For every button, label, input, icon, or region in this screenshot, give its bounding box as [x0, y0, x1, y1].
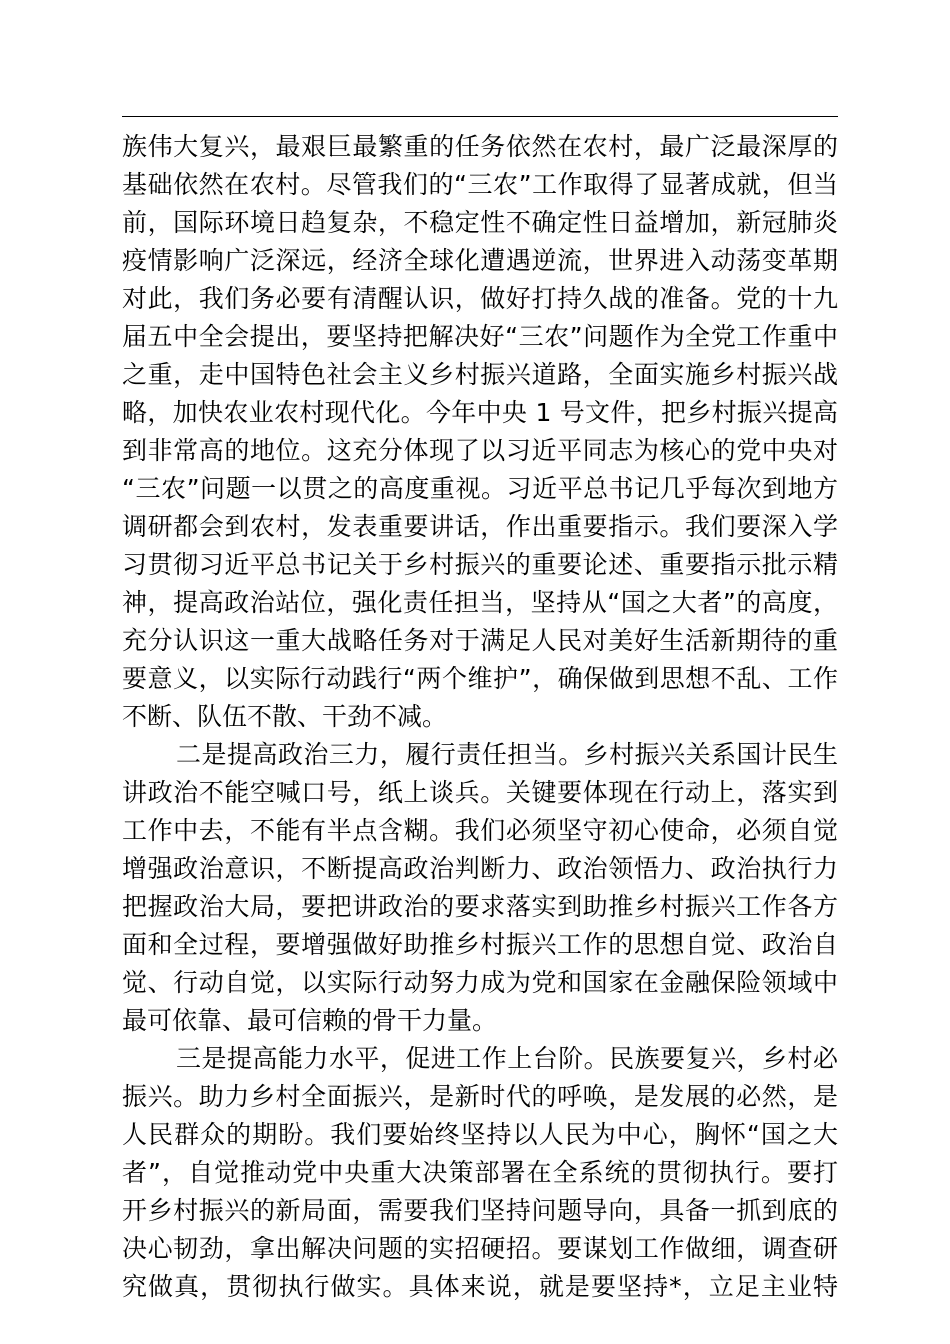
text-line: 人民群众的期盼。我们要始终坚持以人民为中心，胸怀“国之大 — [122, 1120, 838, 1149]
text-line: 略，加快农业农村现代化。今年中央 1 号文件，把乡村振兴提高 — [122, 398, 838, 427]
text-line: 增强政治意识，不断提高政治判断力、政治领悟力、政治执行力 — [122, 854, 838, 883]
paragraph-start-line: 二是提高政治三力，履行责任担当。乡村振兴关系国计民生 — [176, 740, 838, 769]
text-line: 面和全过程，要增强做好助推乡村振兴工作的思想自觉、政治自 — [122, 930, 838, 959]
header-rule — [122, 116, 838, 117]
text-line: 决心韧劲，拿出解决问题的实招硬招。要谋划工作做细，调查研 — [122, 1234, 838, 1263]
text-line: 把握政治大局，要把讲政治的要求落实到助推乡村振兴工作各方 — [122, 892, 838, 921]
text-line: 族伟大复兴，最艰巨最繁重的任务依然在农村，最广泛最深厚的 — [122, 132, 838, 161]
text-line: 者”，自觉推动党中央重大决策部署在全系统的贯彻执行。要打 — [122, 1158, 838, 1187]
text-line: 充分认识这一重大战略任务对于满足人民对美好生活新期待的重 — [122, 626, 838, 655]
text-line: 疫情影响广泛深远，经济全球化遭遇逆流，世界进入动荡变革期 — [122, 246, 838, 275]
text-line: 基础依然在农村。尽管我们的“三农”工作取得了显著成就，但当 — [122, 170, 838, 199]
paragraph-start-line: 三是提高能力水平，促进工作上台阶。民族要复兴，乡村必 — [176, 1044, 838, 1073]
text-line: 之重，走中国特色社会主义乡村振兴道路，全面实施乡村振兴战 — [122, 360, 838, 389]
text-line: 届五中全会提出，要坚持把解决好“三农”问题作为全党工作重中 — [122, 322, 838, 351]
text-line: 觉、行动自觉，以实际行动努力成为党和国家在金融保险领域中 — [122, 968, 838, 997]
text-line: 工作中去，不能有半点含糊。我们必须坚守初心使命，必须自觉 — [122, 816, 838, 845]
text-line: 到非常高的地位。这充分体现了以习近平同志为核心的党中央对 — [122, 436, 838, 465]
text-line: 讲政治不能空喊口号，纸上谈兵。关键要体现在行动上，落实到 — [122, 778, 838, 807]
text-line: 神，提高政治站位，强化责任担当，坚持从“国之大者”的高度， — [122, 588, 838, 617]
text-line: 习贯彻习近平总书记关于乡村振兴的重要论述、重要指示批示精 — [122, 550, 838, 579]
text-line: 振兴。助力乡村全面振兴，是新时代的呼唤，是发展的必然，是 — [122, 1082, 838, 1111]
text-line: 调研都会到农村，发表重要讲话，作出重要指示。我们要深入学 — [122, 512, 838, 541]
text-line: 开乡村振兴的新局面，需要我们坚持问题导向，具备一抓到底的 — [122, 1196, 838, 1225]
text-line: “三农”问题一以贯之的高度重视。习近平总书记几乎每次到地方 — [122, 474, 838, 503]
paragraph-end-line: 最可依靠、最可信赖的骨干力量。 — [122, 1006, 498, 1035]
paragraph-end-line: 不断、队伍不散、干劲不减。 — [122, 702, 448, 731]
text-line: 究做真，贯彻执行做实。具体来说，就是要坚持*，立足主业特 — [122, 1272, 838, 1301]
text-line: 前，国际环境日趋复杂，不稳定性不确定性日益增加，新冠肺炎 — [122, 208, 838, 237]
text-line: 要意义，以实际行动践行“两个维护”，确保做到思想不乱、工作 — [122, 664, 838, 693]
text-line: 对此，我们务必要有清醒认识，做好打持久战的准备。党的十九 — [122, 284, 838, 313]
document-body — [122, 128, 838, 1306]
